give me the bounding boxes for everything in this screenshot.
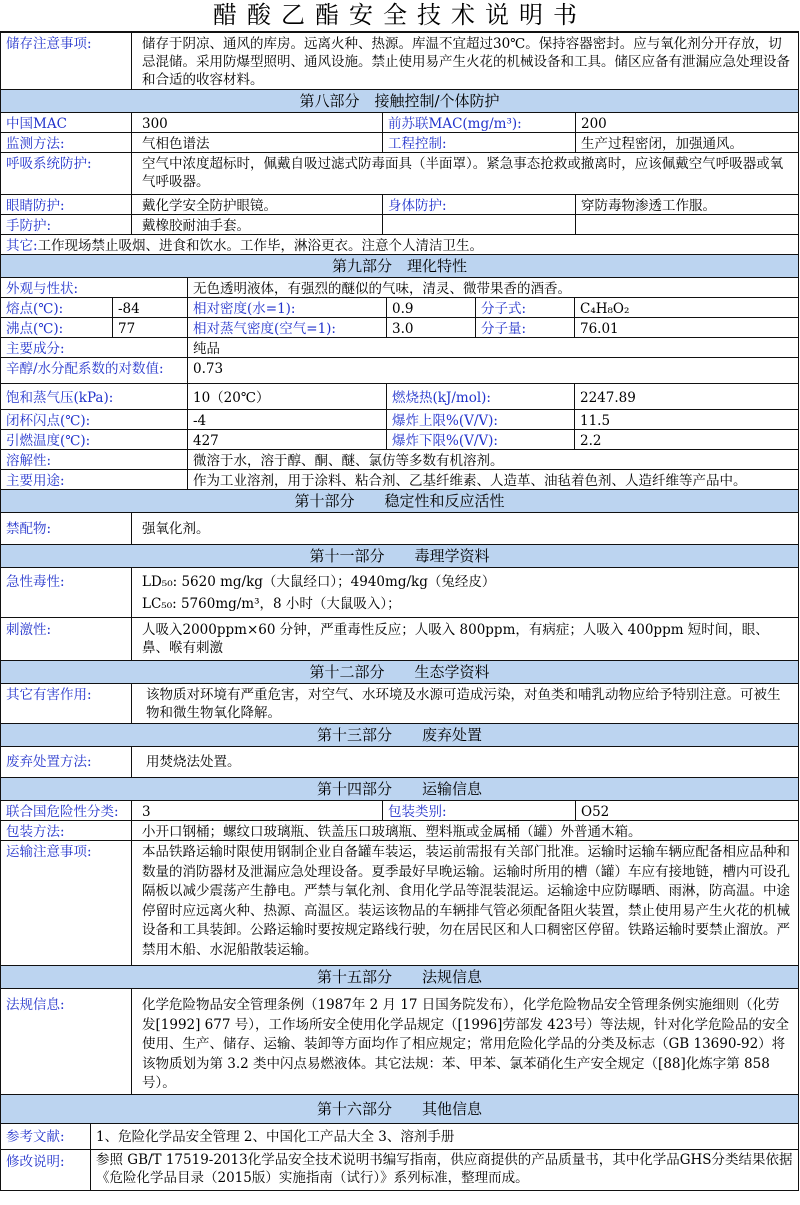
heat-combustion-value: 2247.89: [574, 384, 799, 409]
section-14-title: 第十四部分 运输信息: [0, 778, 799, 800]
composition-value: 纯品: [187, 338, 799, 357]
references-label: 参考文献:: [0, 1124, 90, 1149]
section-8-title: 第八部分 接触控制/个体防护: [0, 90, 799, 112]
package-category-value: O52: [575, 801, 799, 820]
page-title: 醋酸乙酯安全技术说明书: [213, 1, 587, 29]
ignition-value: 427: [187, 430, 386, 449]
row-boiling-point: [0, 318, 799, 338]
section-13-title: 第十三部分 废弃处置: [0, 724, 799, 746]
references-value: 1、危险化学品安全管理 2、中国化工产品大全 3、溶剂手册: [90, 1124, 799, 1149]
storage-label: 储存注意事项:: [0, 33, 131, 89]
section-15-header: [0, 966, 799, 989]
package-method-label: 包装方法:: [0, 821, 131, 840]
formula-label: 分子式:: [475, 298, 574, 317]
ld50-line: LD₅₀: 5620 mg/kg（大鼠经口）；4940mg/kg（兔经皮）: [142, 574, 496, 590]
package-method-value: 小开口钢桶；螺纹口玻璃瓶、铁盖压口玻璃瓶、塑料瓶或金属桶（罐）外普通木箱。: [131, 821, 799, 840]
msds-table: [0, 31, 799, 1191]
revision-label: 修改说明:: [0, 1150, 90, 1190]
vapor-pressure-value: 10（20℃）: [187, 384, 386, 409]
section-9-title: 第九部分 理化特性: [0, 255, 799, 277]
vapor-density-value: 3.0: [386, 318, 475, 337]
composition-label: 主要成分:: [0, 338, 187, 357]
section-10-title: 第十部分 稳定性和反应活性: [0, 490, 799, 512]
row-other-harm: [0, 684, 799, 724]
section-15-title: 第十五部分 法规信息: [0, 966, 799, 988]
body-value: 穿防毒物渗透工作服。: [575, 195, 799, 214]
flash-point-value: -4: [187, 410, 386, 429]
lel-value: 2.2: [574, 430, 799, 449]
row-melting-point: [0, 298, 799, 318]
su-mac-value: 200: [575, 113, 799, 132]
row-un-class: [0, 801, 799, 821]
monitor-value: 气相色谱法: [131, 133, 382, 152]
solubility-value: 微溶于水，溶于醇、酮、醚、氯仿等多数有机溶剂。: [187, 450, 799, 469]
uses-label: 主要用途:: [0, 470, 187, 489]
row-logp: [0, 358, 799, 384]
irritation-value: 人吸入2000ppm×60 分钟，严重毒性反应；人吸入 800ppm，有病症；人吸入 400ppm 短时间，眼、鼻、喉有刺激: [131, 618, 799, 660]
section-11-header: [0, 545, 799, 568]
row-incompatibles: [0, 513, 799, 545]
hand-value: 戴橡胶耐油手套。: [131, 215, 382, 234]
relative-density-label: 相对密度(水=1):: [187, 298, 386, 317]
body-label: 身体防护:: [382, 195, 575, 214]
incompatibles-label: 禁配物:: [0, 513, 131, 544]
disposal-value: 用焚烧法处置。: [131, 747, 799, 777]
respiratory-value: 空气中浓度超标时，佩戴自吸过滤式防毒面具（半面罩）。紧急事态抢救或撤离时，应该佩戴空气呼吸器或氧气呼吸器。: [131, 153, 799, 194]
row-eye-body: [0, 195, 799, 215]
other-harm-value: 该物质对环境有严重危害，对空气、水环境及水源可造成污染，对鱼类和哺乳动物应给予特别注意。可被生物和微生物氧化降解。: [131, 684, 799, 723]
logp-value: 0.73: [187, 358, 799, 383]
other-protection-cell: [0, 235, 799, 254]
molecular-weight-label: 分子量:: [475, 318, 574, 337]
incompatibles-value: 强氧化剂。: [131, 513, 799, 544]
row-other-protection: [0, 235, 799, 255]
lel-label: 爆炸下限%(V/V):: [386, 430, 574, 449]
ignition-label: 引燃温度(℃):: [0, 430, 187, 449]
lc50-line: LC₅₀: 5760mg/m³，8 小时（大鼠吸入）；: [142, 596, 401, 612]
irritation-label: 刺激性:: [0, 618, 131, 660]
logp-label: 辛醇/水分配系数的对数值:: [0, 358, 187, 383]
row-respiratory: [0, 153, 799, 195]
section-12-header: [0, 661, 799, 684]
regulations-label: 法规信息:: [0, 989, 131, 1094]
hand-label: 手防护:: [0, 215, 131, 234]
acute-toxicity-label: 急性毒性:: [0, 568, 131, 617]
hand-empty-2: [575, 215, 799, 234]
relative-density-value: 0.9: [386, 298, 475, 317]
heat-combustion-label: 燃烧热(kJ/mol):: [386, 384, 574, 409]
un-class-value: 3: [131, 801, 382, 820]
other-protection-value: 工作现场禁止吸烟、进食和饮水。工作毕，淋浴更衣。注意个人清洁卫生。: [37, 238, 484, 254]
appearance-label: 外观与性状:: [0, 278, 187, 297]
acute-toxicity-value: [131, 568, 799, 617]
row-flash-point: [0, 410, 799, 430]
row-uses: [0, 470, 799, 490]
appearance-value: 无色透明液体，有强烈的醚似的气味，清灵、微带果香的酒香。: [187, 278, 799, 297]
flash-point-label: 闭杯闪点(℃):: [0, 410, 187, 429]
regulations-value: 化学危险物品安全管理条例（1987年 2 月 17 日国务院发布），化学危险物品安全管理条例实施细则（化劳发[1992] 677 号），工作场所安全使用化学品规定（[1996]劳部发 423号）等法规，针对化学危险品的安全使用、生产、储存、运输、装卸等方面均作了相应规定；常用危险化学品的分类及标志（GB 13690-92）将该物质划为第 3.2 类中闪点易燃液体。其它法规：苯、甲苯、氯苯硝化生产安全规定（[88]化炼字第 858号）。: [131, 989, 799, 1094]
section-16-header: [0, 1095, 799, 1124]
storage-value: 储存于阴凉、通风的库房。远离火种、热源。库温不宜超过30℃。保持容器密封。应与氧化剂分开存放，切忌混储。采用防爆型照明、通风设施。禁止使用易产生火花的机械设备和工具。储区应备有泄漏应急处理设备和合适的收容材料。: [131, 33, 799, 89]
row-monitor: [0, 133, 799, 153]
row-hand: [0, 215, 799, 235]
disposal-label: 废弃处置方法:: [0, 747, 131, 777]
eng-control-value: 生产过程密闭，加强通风。: [575, 133, 799, 152]
row-disposal: [0, 747, 799, 778]
monitor-label: 监测方法:: [0, 133, 131, 152]
row-revision: [0, 1150, 799, 1191]
row-package-method: [0, 821, 799, 841]
row-irritation: [0, 618, 799, 661]
eye-label: 眼睛防护:: [0, 195, 131, 214]
melting-point-label: 熔点(℃):: [0, 298, 112, 317]
cn-mac-value: 300: [131, 113, 382, 132]
vapor-pressure-label: 饱和蒸气压(kPa):: [0, 384, 187, 409]
row-composition: [0, 338, 799, 358]
row-vapor-pressure: [0, 384, 799, 410]
un-class-label: 联合国危险性分类:: [0, 801, 131, 820]
section-11-title: 第十一部分 毒理学资料: [0, 545, 799, 567]
su-mac-label: 前苏联MAC(mg/m³):: [382, 113, 575, 132]
melting-point-value: -84: [112, 298, 187, 317]
revision-value: 参照 GB/T 17519-2013化学品安全技术说明书编写指南，供应商提供的产品质量书，其中化学品GHS分类结果依据《危险化学品目录（2015版）实施指南（试行）》系列标准，整理而成。: [90, 1150, 799, 1190]
other-harm-label: 其它有害作用:: [0, 684, 131, 723]
row-ignition: [0, 430, 799, 450]
section-12-title: 第十二部分 生态学资料: [0, 661, 799, 683]
uel-value: 11.5: [574, 410, 799, 429]
vapor-density-label: 相对蒸气密度(空气=1):: [187, 318, 386, 337]
cn-mac-label: 中国MAC: [0, 113, 131, 132]
eng-control-label: 工程控制:: [382, 133, 575, 152]
row-references: [0, 1124, 799, 1150]
formula-value: C₄H₈O₂: [574, 298, 799, 317]
molecular-weight-value: 76.01: [574, 318, 799, 337]
section-14-header: [0, 778, 799, 801]
row-appearance: [0, 278, 799, 298]
transport-label: 运输注意事项:: [0, 841, 131, 965]
section-9-header: [0, 255, 799, 278]
transport-value: 本品铁路运输时限使用钢制企业自备罐车装运，装运前需报有关部门批准。运输时运输车辆应配备相应品种和数量的消防器材及泄漏应急处理设备。夏季最好早晚运输。运输时所用的槽（罐）车应有接地链，槽内可设孔隔板以减少震荡产生静电。严禁与氧化剂、食用化学品等混装混运。运输途中应防曝晒、雨淋，防高温。中途停留时应远离火种、热源、高温区。装运该物品的车辆排气管必须配备阻火装置，禁止使用易产生火花的机械设备和工具装卸。公路运输时要按规定路线行驶，勿在居民区和人口稠密区停留。铁路运输时要禁止溜放。严禁用木船、水泥船散装运输。: [131, 841, 799, 965]
section-10-header: [0, 490, 799, 513]
section-16-title: 第十六部分 其他信息: [0, 1095, 799, 1123]
respiratory-label: 呼吸系统防护:: [0, 153, 131, 194]
boiling-point-label: 沸点(℃):: [0, 318, 112, 337]
row-mac: [0, 113, 799, 133]
uses-value: 作为工业溶剂，用于涂料、粘合剂、乙基纤维素、人造革、油毡着色剂、人造纤维等产品中。: [187, 470, 799, 489]
eye-value: 戴化学安全防护眼镜。: [131, 195, 382, 214]
hand-empty-1: [382, 215, 575, 234]
row-transport: [0, 841, 799, 966]
section-13-header: [0, 724, 799, 747]
uel-label: 爆炸上限%(V/V):: [386, 410, 574, 429]
row-solubility: [0, 450, 799, 470]
row-storage: [0, 31, 799, 90]
package-category-label: 包装类别:: [382, 801, 575, 820]
section-8-header: [0, 90, 799, 113]
other-protection-label: 其它:: [6, 238, 38, 254]
solubility-label: 溶解性:: [0, 450, 187, 469]
row-acute-toxicity: [0, 568, 799, 618]
row-regulations: [0, 989, 799, 1095]
boiling-point-value: 77: [112, 318, 187, 337]
